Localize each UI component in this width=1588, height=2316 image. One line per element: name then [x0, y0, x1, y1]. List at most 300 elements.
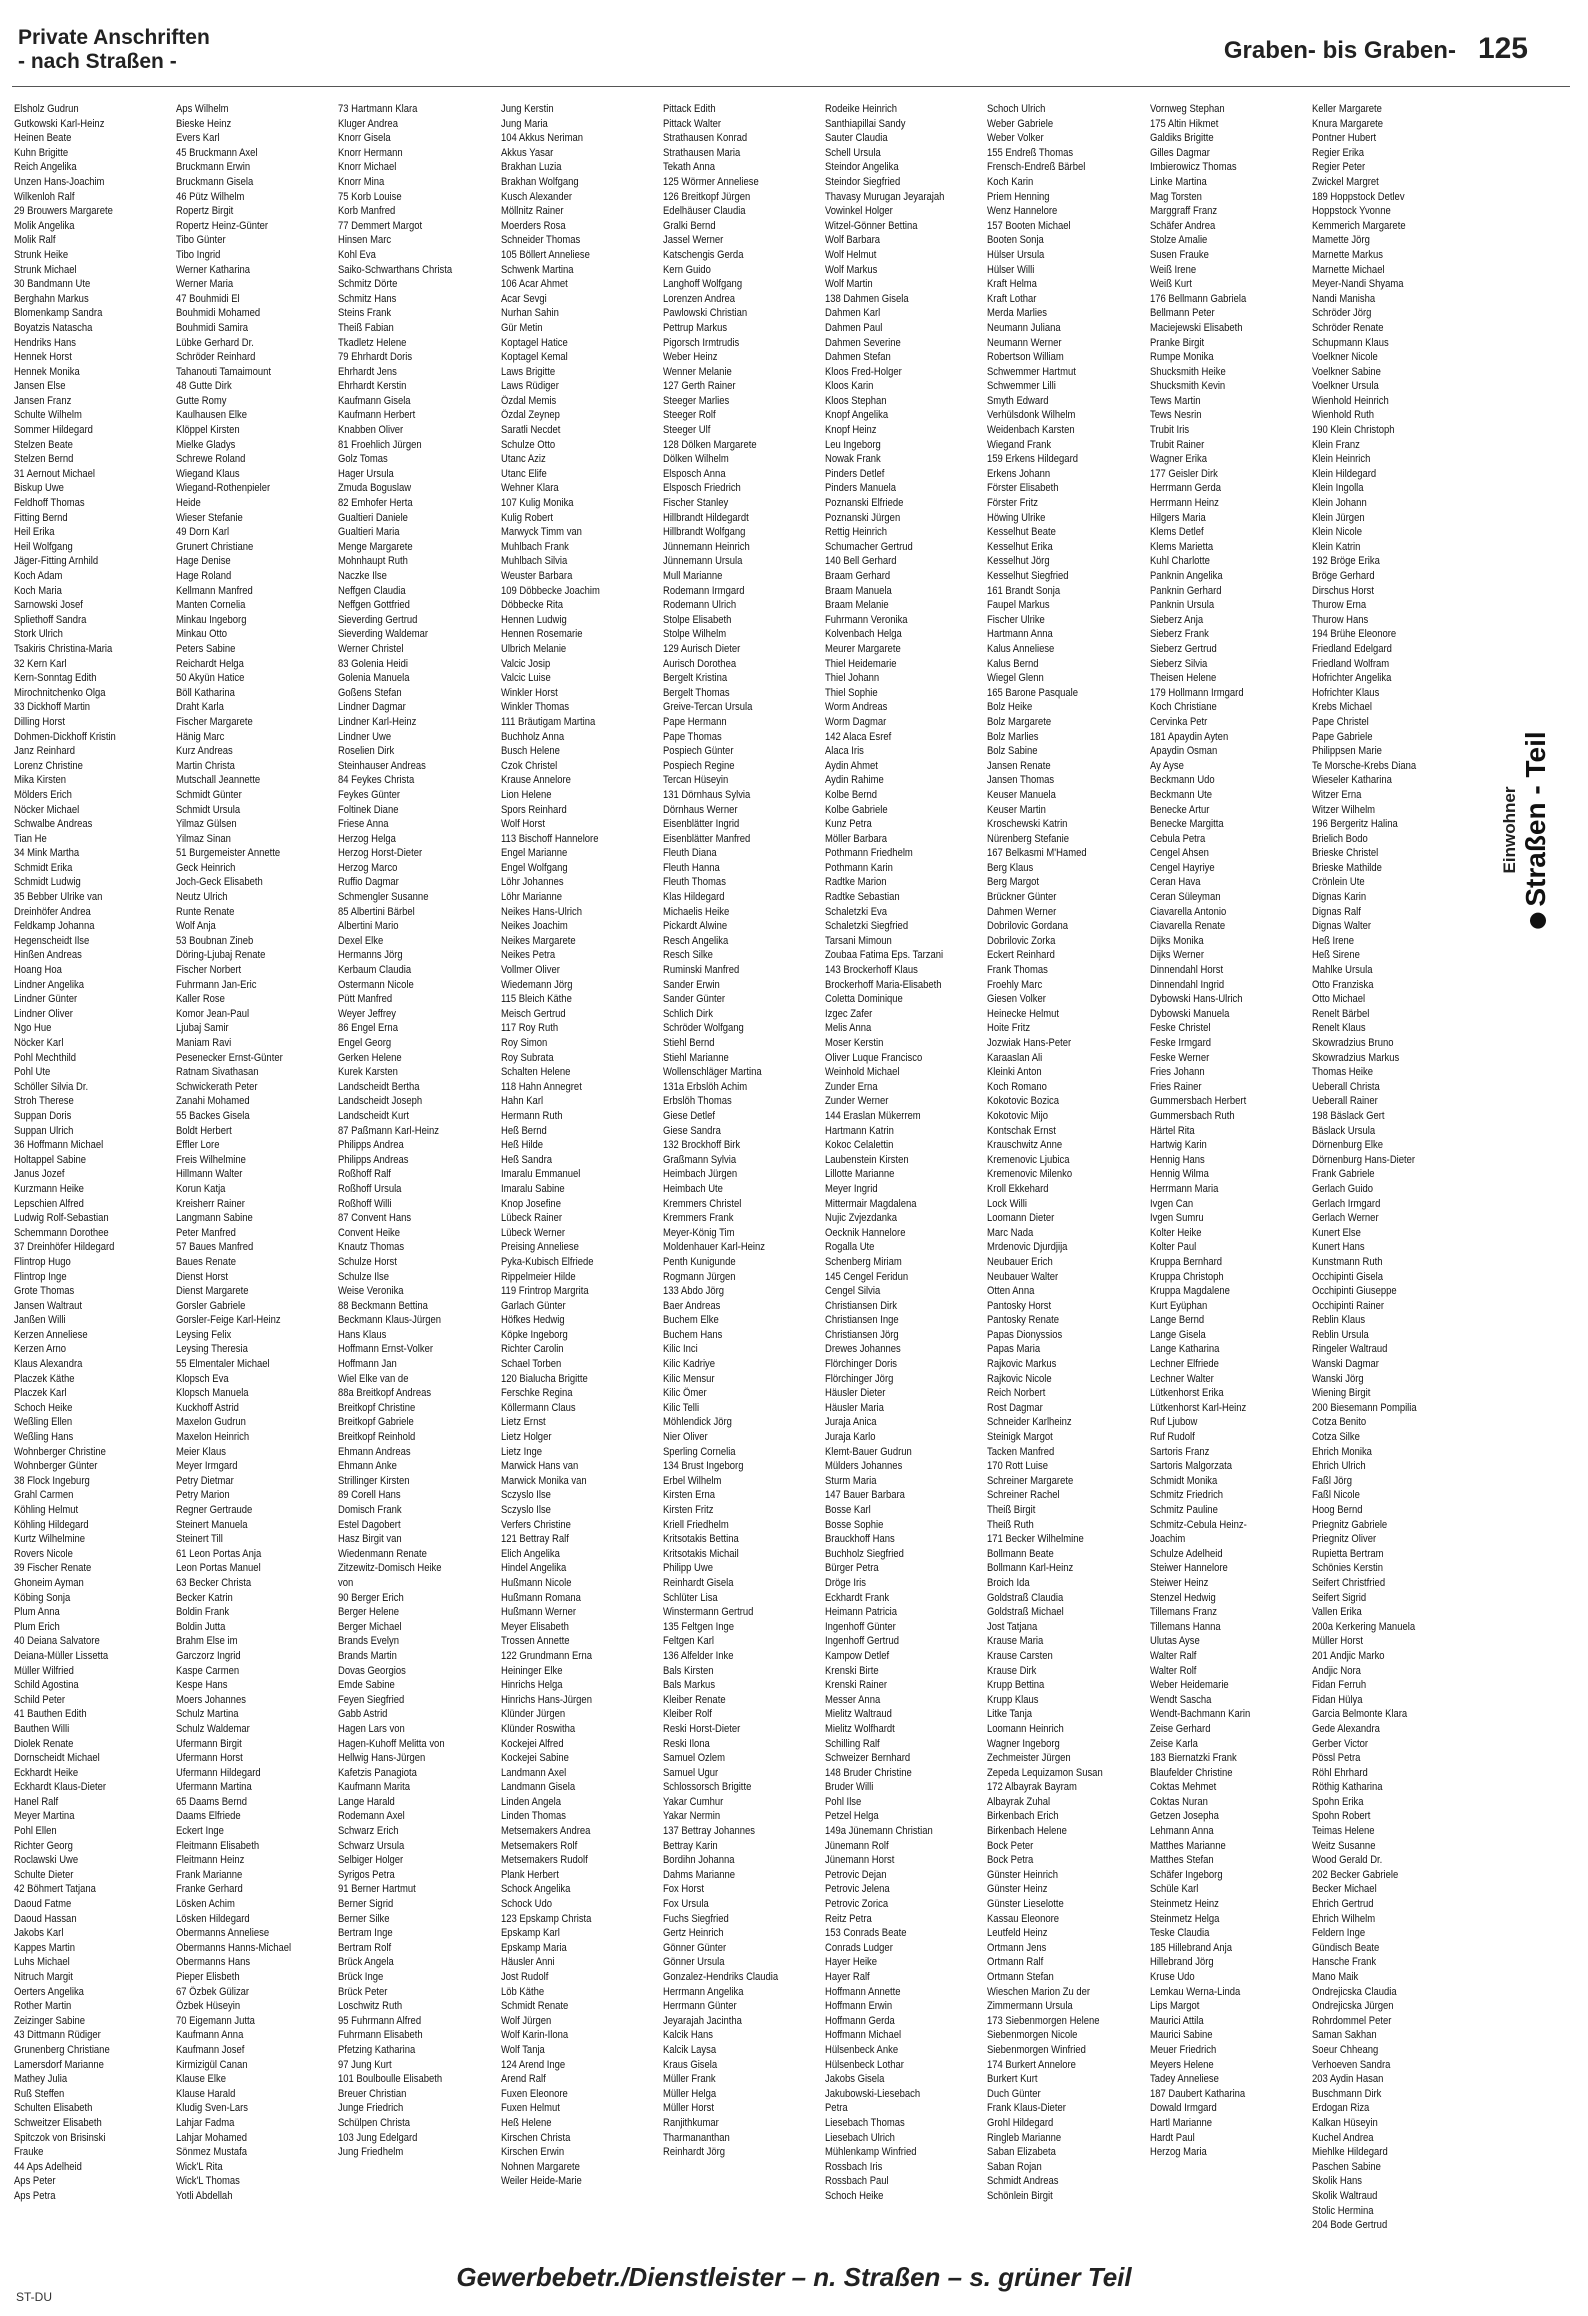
resident-entry: Naczke Ilse [338, 570, 388, 582]
resident-entry: Kuhl Charlotte [1149, 555, 1210, 568]
resident-entry: Edelhäuser Claudia [662, 205, 746, 218]
resident-entry: Schmidt Andreas [987, 2175, 1059, 2188]
resident-entry: Coktas Mehmet [1149, 1781, 1216, 1794]
resident-entry: Lübeck Rainer [500, 1212, 562, 1225]
resident-entry: Zeise Gerhard [1149, 1722, 1211, 1735]
resident-entry: Berg Margot [987, 876, 1040, 889]
resident-entry: 145 Cengel Feridun [825, 1270, 909, 1283]
resident-entry: Berner Silke [338, 1912, 390, 1925]
resident-entry: Berger Helene [338, 1606, 400, 1619]
resident-entry: Obermanns Anneliese [176, 1927, 270, 1940]
resident-entry: 122 Grundmann Erna [500, 1649, 592, 1662]
resident-entry: Weber Volker [987, 132, 1044, 145]
resident-entry: Faßl Nicole [1311, 1489, 1360, 1502]
resident-entry: Sönmez Mustafa [176, 2146, 248, 2159]
resident-entry: Mirochnitchenko Olga [14, 686, 106, 699]
resident-entry: Reich Angelika [14, 161, 77, 174]
resident-entry: Gilles Dagmar [1149, 146, 1210, 159]
resident-entry: 105 Böllert Anneliese [500, 248, 590, 261]
resident-entry: Kilic Inci [662, 1343, 698, 1356]
resident-entry: Berghahn Markus [14, 292, 89, 305]
resident-entry: Thavasy Murugan Jeyarajah [825, 190, 945, 203]
resident-entry: Grahl Carmen [14, 1489, 74, 1502]
resident-entry: Hußmann Romana [500, 1591, 581, 1604]
resident-entry: Rippelmeier Hilde [500, 1270, 576, 1283]
resident-entry: Kurtz Wilhelmine [14, 1533, 85, 1546]
resident-entry: Koch Christiane [1149, 701, 1217, 714]
resident-entry: Kaufmann Marita [338, 1781, 411, 1794]
resident-entry: Maxelon Gudrun [176, 1416, 247, 1429]
resident-entry: Hillbrandt Wolfgang [662, 526, 746, 539]
resident-entry: Hendriks Hans [14, 336, 77, 349]
resident-entry: Mamette Jörg [1311, 234, 1370, 247]
resident-entry: Döbbecke Rita [500, 599, 563, 612]
resident-entry: 42 Böhmert Tatjana [14, 1883, 96, 1896]
resident-entry: Neffgen Gottfried [338, 599, 411, 612]
resident-entry: Biskup Uwe [14, 482, 64, 495]
resident-entry: Susen Frauke [1149, 248, 1209, 261]
resident-entry: 53 Boubnan Zineb [176, 934, 254, 947]
resident-entry: Kunert Else [1311, 1226, 1361, 1239]
resident-entry: Schwemmer Hartmut [987, 365, 1077, 378]
resident-entry: Pohl Ellen [14, 1825, 57, 1838]
resident-entry: Yotli Abdellah [176, 2189, 233, 2202]
resident-entry: Aps Wilhelm [176, 103, 229, 115]
resident-entry: Hülsenbeck Lothar [825, 2058, 905, 2071]
resident-entry: Arend Ralf [500, 2073, 546, 2086]
resident-entry: Garcia Belmonte Klara [1311, 1708, 1407, 1721]
resident-entry: 35 Bebber Ulrike van [14, 891, 103, 904]
resident-entry: Nürenberg Stefanie [987, 832, 1070, 845]
resident-entry: Lorenz Christine [14, 759, 83, 772]
resident-entry: Stolic Hermina [1311, 2204, 1374, 2217]
resident-entry: Metsemakers Rudolf [500, 1854, 588, 1867]
resident-entry: 113 Bischoff Hannelore [500, 832, 599, 845]
resident-entry: Schönlein Birgit [987, 2189, 1054, 2202]
resident-entry: Drewes Johannes [825, 1343, 901, 1356]
resident-entry: Schlossorsch Brigitte [662, 1781, 752, 1794]
resident-entry: 88a Breitkopf Andreas [338, 1387, 432, 1400]
resident-entry: Herrmann Angelika [662, 1985, 744, 1998]
resident-entry: Klaus Alexandra [14, 1358, 83, 1371]
resident-entry: Utanc Aziz [500, 453, 546, 466]
resident-entry: Zechmeister Jürgen [987, 1752, 1071, 1765]
resident-entry: Spors Reinhard [500, 803, 567, 816]
resident-entry: Dahms Marianne [662, 1868, 735, 1881]
resident-entry: Sczyslo Ilse [500, 1504, 551, 1516]
resident-entry: Juraja Anica [825, 1416, 877, 1429]
resident-entry: Müller Wilfried [14, 1664, 74, 1677]
resident-entry: Bals Kirsten [662, 1664, 714, 1677]
resident-entry: Papas Dionyssios [987, 1328, 1063, 1341]
resident-entry: Knorr Mina [338, 175, 385, 188]
resident-entry: Meier Klaus [176, 1445, 227, 1458]
resident-entry: Teske Claudia [1149, 1927, 1209, 1940]
resident-entry: Gede Alexandra [1311, 1722, 1380, 1735]
resident-entry: 202 Becker Gabriele [1311, 1868, 1399, 1881]
resident-entry: Hoang Hoa [14, 964, 62, 977]
resident-entry: Kockejei Alfred [500, 1737, 564, 1750]
resident-entry: Mutschall Jeannette [176, 774, 261, 787]
resident-entry: Wollenschläger Martina [662, 1066, 762, 1079]
resident-entry: Richter Georg [14, 1839, 73, 1852]
resident-entry: Schenberg Miriam [825, 1255, 902, 1268]
resident-entry: Özbek Hüseyin [176, 2000, 241, 2013]
resident-entry: Thiel Johann [825, 672, 880, 685]
resident-entry: Lahjar Mohamed [176, 2131, 248, 2144]
resident-entry: 84 Feykes Christa [338, 774, 415, 787]
resident-entry: Samuel Ugur [662, 1766, 719, 1779]
page-header-right [1224, 32, 1528, 66]
resident-entry: Richter Carolin [500, 1343, 564, 1356]
resident-entry: Frank Klaus-Dieter [987, 2102, 1067, 2115]
resident-entry: Förster Fritz [987, 497, 1039, 510]
resident-entry: 173 Siebenmorgen Helene [987, 2014, 1100, 2027]
resident-entry: 137 Bettray Johannes [662, 1825, 755, 1838]
resident-entry: Kremenovic Ljubica [987, 1153, 1070, 1166]
resident-entry: Giese Sandra [662, 1124, 721, 1137]
resident-entry: Goßens Stefan [338, 686, 403, 699]
resident-entry: Krenski Birte [825, 1664, 879, 1677]
resident-entry: 49 Dorn Karl [176, 526, 230, 539]
resident-entry: Gür Metin [500, 321, 543, 334]
resident-entry: 148 Bruder Christine [825, 1766, 912, 1779]
resident-entry: Dirschus Horst [1311, 584, 1374, 597]
resident-entry: Nitruch Margit [14, 1971, 73, 1983]
resident-entry: Rodemann Axel [338, 1810, 406, 1823]
resident-entry: Hoffmann Jan [338, 1358, 398, 1371]
resident-entry: Dienst Horst [176, 1270, 229, 1283]
resident-entry: Krauschwitz Anne [987, 1139, 1063, 1152]
resident-entry: Feske Christel [1149, 1022, 1211, 1035]
resident-entry: Herrmann Gerda [1149, 482, 1221, 495]
resident-entry: Steeger Rolf [662, 409, 716, 422]
resident-entry: Hasz Birgit van [338, 1533, 403, 1546]
resident-entry: Hennek Monika [14, 365, 80, 378]
resident-entry: Neutz Ulrich [176, 891, 228, 904]
resident-entry: 70 Eigemann Jutta [176, 2014, 256, 2027]
resident-entry: Wendt Sascha [1149, 1693, 1211, 1706]
resident-entry: Cengel Silvia [825, 1285, 881, 1298]
resident-entry: Flintrop Hugo [14, 1255, 71, 1268]
resident-entry: Heß Sandra [500, 1153, 552, 1166]
resident-entry: Occhipinti Giuseppe [1311, 1285, 1397, 1298]
resident-entry: Zunder Erna [825, 1080, 878, 1093]
resident-entry: Kleinki Anton [987, 1066, 1043, 1079]
resident-entry: Wendt-Bachmann Karin [1149, 1708, 1250, 1721]
resident-entry: Giesen Volker [987, 993, 1047, 1006]
resident-entry: Meuer Friedrich [1149, 2043, 1216, 2056]
resident-entry: Lehmann Anna [1149, 1825, 1214, 1838]
resident-entry: Buchholz Siegfried [825, 1547, 905, 1560]
resident-entry: Strillinger Kirsten [338, 1474, 410, 1487]
resident-entry: Rohrdommel Peter [1311, 2014, 1392, 2027]
resident-entry: Dovas Georgios [338, 1664, 407, 1677]
resident-entry: Priegnitz Oliver [1311, 1533, 1376, 1546]
resident-entry: Maurici Sabine [1149, 2029, 1213, 2042]
resident-entry: Zwickel Margret [1311, 175, 1379, 188]
resident-entry: 91 Berner Hartmut [338, 1883, 417, 1896]
resident-entry: 77 Demmert Margot [338, 219, 423, 232]
resident-entry: 34 Mink Martha [14, 847, 80, 860]
resident-entry: Klein Hildegard [1311, 467, 1376, 480]
resident-entry: Nöcker Michael [14, 803, 80, 816]
resident-entry: Lock Willi [987, 1197, 1028, 1210]
resident-entry: Weinhold Michael [825, 1066, 900, 1079]
resident-entry: Wilkenloh Ralf [14, 190, 75, 203]
resident-entry: Brahm Else im [176, 1635, 238, 1648]
resident-entry: Neikes Margarete [500, 934, 576, 947]
resident-entry: Weber Heinz [662, 351, 718, 364]
resident-entry: 79 Ehrhardt Doris [338, 351, 413, 364]
resident-entry: Wick'L Rita [176, 2160, 223, 2173]
resident-entry: Kirsten Erna [662, 1489, 715, 1502]
resident-entry: Mittermair Magdalena [825, 1197, 917, 1210]
resident-entry: Rodemann Ulrich [662, 599, 736, 612]
resident-entry: Schmidt Renate [500, 2000, 568, 2013]
resident-entry: 40 Deiana Salvatore [14, 1635, 100, 1648]
resident-entry: Knorr Hermann [338, 146, 404, 159]
resident-entry: Metsemakers Rolf [500, 1839, 577, 1852]
resident-entry: Gualtieri Daniele [338, 511, 409, 524]
resident-entry: Friedland Wolfram [1311, 657, 1389, 670]
resident-entry: Lütkenhorst Erika [1149, 1387, 1224, 1400]
resident-entry: 171 Becker Wilhelmine [987, 1533, 1085, 1546]
resident-entry: Kuchel Andrea [1311, 2131, 1374, 2144]
resident-entry: Reitz Petra [825, 1912, 872, 1925]
resident-entry: 81 Froehlich Jürgen [338, 438, 423, 451]
resident-entry: Kerzen Arno [14, 1343, 67, 1356]
resident-entry: Bock Peter [987, 1839, 1034, 1852]
resident-entry: Minkau Ingeborg [176, 613, 247, 626]
resident-entry: Hage Denise [176, 555, 231, 568]
resident-entry: Schwalbe Andreas [14, 818, 93, 831]
resident-entry: Hahn Karl [500, 1095, 543, 1108]
resident-entry: Ruß Steffen [14, 2087, 65, 2100]
resident-entry: Jung Friedhelm [338, 2146, 404, 2159]
resident-entry: Blaufelder Christine [1149, 1766, 1233, 1779]
resident-entry: Ranjithkumar [662, 2116, 719, 2129]
resident-entry: Nier Oliver [662, 1431, 708, 1444]
resident-entry: Baer Andreas [662, 1299, 721, 1312]
resident-entry: Poznanski Jürgen [825, 511, 901, 524]
resident-entry: Fitting Bernd [14, 511, 68, 524]
bullet-icon [1530, 913, 1546, 929]
resident-entry: Klause Harald [176, 2087, 236, 2100]
resident-entry: Ondrejicska Claudia [1311, 1985, 1397, 1998]
resident-entry: Daoud Hassan [14, 1912, 77, 1925]
resident-entry: 104 Akkus Neriman [500, 132, 583, 145]
resident-entry: Kluger Andrea [338, 117, 399, 130]
resident-entry: Faupel Markus [987, 599, 1050, 612]
resident-entry: Robertson William [987, 351, 1065, 364]
resident-entry: 155 Endreß Thomas [987, 146, 1074, 159]
resident-entry: Tillemans Hanna [1149, 1620, 1221, 1633]
resident-entry: Schmitz Hans [338, 292, 397, 305]
resident-entry: Rumpe Monika [1149, 351, 1214, 364]
resident-entry: Marwick Monika van [500, 1474, 587, 1487]
resident-entry: Kroschewski Katrin [987, 818, 1068, 831]
resident-entry: Zunder Werner [825, 1095, 889, 1108]
resident-entry: Wiegel Glenn [987, 672, 1045, 685]
resident-entry: Juraja Karlo [825, 1431, 876, 1444]
resident-entry: Röhl Ehrhard [1311, 1766, 1368, 1779]
resident-entry: Schmidt Ursula [176, 803, 241, 816]
resident-entry: Buchem Hans [662, 1328, 723, 1341]
resident-entry: Imaralu Emmanuel [500, 1168, 581, 1181]
resident-entry: Birkenbach Helene [987, 1825, 1068, 1838]
resident-entry: Eisenblätter Manfred [662, 832, 751, 845]
resident-entry: Krenski Rainer [825, 1679, 888, 1692]
resident-entry: Dahmen Severine [825, 336, 901, 349]
resident-entry: 181 Apaydin Ayten [1149, 730, 1228, 743]
resident-entry: Seifert Sigrid [1311, 1591, 1366, 1604]
resident-entry: Dohmen-Dickhoff Kristin [14, 730, 116, 743]
resident-entry: Janz Reinhard [14, 745, 76, 758]
resident-entry: Bieske Heinz [176, 117, 232, 130]
resident-entry: 32 Kern Karl [14, 657, 67, 670]
resident-entry: Kappes Martin [14, 1941, 76, 1954]
resident-entry: Tahanouti Tamaimount [176, 365, 272, 378]
resident-entry: Fuhrmann Elisabeth [338, 2029, 424, 2042]
resident-entry: Ingenhoff Gertrud [825, 1635, 900, 1648]
resident-entry: Mrdenovic Djurdjija [987, 1241, 1068, 1254]
resident-entry: Landscheidt Joseph [338, 1095, 423, 1108]
resident-entry: Boldin Jutta [176, 1620, 226, 1633]
resident-entry: Hülser Ursula [987, 248, 1045, 261]
resident-entry: 117 Roy Ruth [500, 1022, 558, 1035]
resident-entry: Knorr Gisela [338, 132, 392, 145]
resident-entry: Bäslack Ursula [1311, 1124, 1375, 1137]
resident-entry: Pape Hermann [662, 715, 727, 728]
resident-entry: Ehrhardt Jens [338, 365, 398, 378]
resident-entry: Tillemans Franz [1149, 1606, 1217, 1619]
resident-entry: Daoud Fatme [14, 1898, 72, 1911]
resident-entry: Otto Michael [1311, 993, 1365, 1006]
resident-entry: 159 Erkens Hildegard [987, 453, 1079, 466]
resident-entry: 95 Fuhrmann Alfred [338, 2014, 422, 2027]
resident-entry: Coktas Nuran [1149, 1795, 1208, 1808]
resident-entry: Alaca Iris [825, 745, 865, 758]
resident-entry: Berger Michael [338, 1620, 403, 1633]
resident-entry: Röthig Katharina [1311, 1781, 1383, 1794]
resident-entry: Friedland Edelgard [1311, 642, 1392, 655]
resident-entry: Neikes Petra [500, 949, 555, 962]
resident-entry: Bruder Willi [825, 1781, 874, 1794]
resident-entry: Baues Renate [176, 1255, 237, 1268]
resident-entry: Ivgen Can [1149, 1197, 1193, 1210]
resident-entry: Saiko-Schwarthans Christa [338, 263, 453, 276]
resident-entry: 142 Alaca Esref [825, 730, 892, 743]
resident-entry: Steeger Ulf [662, 424, 711, 437]
resident-entry: 140 Bell Gerhard [825, 555, 897, 568]
resident-entry: Lemkau Werna-Linda [1149, 1985, 1240, 1998]
resident-entry: Neumann Juliana [987, 321, 1061, 334]
resident-entry: Klein Franz [1311, 438, 1360, 451]
resident-entry: Hartmann Anna [987, 628, 1054, 641]
resident-entry: Paschen Sabine [1311, 2160, 1381, 2173]
resident-entry: Tian He [14, 832, 47, 845]
resident-entry: Janßen Willi [14, 1314, 66, 1327]
resident-entry: Mülders Johannes [825, 1460, 903, 1473]
resident-entry: Regier Peter [1311, 161, 1365, 174]
resident-entry: 185 Hillebrand Anja [1149, 1941, 1232, 1954]
resident-entry: Siebenmorgen Nicole [987, 2029, 1078, 2042]
resident-entry: Rajkovic Markus [987, 1358, 1057, 1371]
resident-entry: Pieper Elisbeth [176, 1971, 240, 1983]
resident-entry: Kaufmann Josef [176, 2043, 245, 2056]
resident-entry: 109 Döbbecke Joachim [500, 584, 600, 597]
resident-entry: 61 Leon Portas Anja [176, 1547, 262, 1560]
resident-entry: Korun Katja [176, 1182, 226, 1195]
resident-entry: Böll Katharina [176, 686, 236, 699]
resident-entry: Lion Helene [500, 788, 552, 801]
resident-entry: Bouhmidi Mohamed [176, 307, 261, 320]
resident-entry: Hofrichter Klaus [1311, 686, 1380, 699]
resident-entry: 31 Aernout Michael [14, 467, 95, 480]
resident-entry: Kirsten Fritz [662, 1504, 714, 1516]
resident-entry: Lange Harald [338, 1795, 396, 1808]
resident-entry: Hanel Ralf [14, 1795, 59, 1808]
resident-entry: Hage Roland [176, 570, 232, 582]
resident-entry: Steiwer Heinz [1149, 1576, 1208, 1589]
resident-entry: Philipps Andrea [338, 1139, 405, 1152]
resident-entry: Heß Irene [1311, 934, 1354, 947]
resident-entry: Philippsen Marie [1311, 745, 1382, 758]
resident-entry: Fleuth Thomas [662, 876, 726, 889]
resident-entry: Hennig Hans [1149, 1153, 1205, 1166]
resident-entry: Dijks Werner [1149, 949, 1204, 962]
resident-entry: Komor Jean-Paul [176, 1007, 250, 1020]
resident-entry: Meyers Helene [1149, 2058, 1214, 2071]
resident-entry: 165 Barone Pasquale [987, 686, 1079, 699]
resident-entry: 123 Epskamp Christa [500, 1912, 592, 1925]
resident-entry: Leysing Felix [176, 1328, 232, 1341]
resident-entry: Elsholz Gudrun [14, 103, 79, 115]
resident-entry: Kohl Eva [338, 248, 377, 261]
resident-entry: Schulze Horst [338, 1255, 398, 1268]
resident-entry: Convent Heike [338, 1226, 401, 1239]
resident-entry: Bolz Heike [987, 701, 1033, 714]
resident-entry: Hoffmann Annette [825, 1985, 901, 1998]
resident-entry: Schwickerath Peter [176, 1080, 258, 1093]
resident-entry: Nöcker Karl [14, 1037, 64, 1049]
resident-entry: Sauter Claudia [825, 132, 888, 145]
resident-entry: Gönner Günter [662, 1941, 726, 1954]
resident-entry: Wohnberger Günter [14, 1460, 98, 1473]
resident-entry: Kaulhausen Elke [176, 409, 248, 422]
resident-entry: Schulte Dieter [14, 1868, 74, 1881]
resident-entry: Peters Sabine [176, 642, 236, 655]
resident-entry: Becker Katrin [176, 1591, 234, 1604]
resident-entry: Stolze Amalie [1149, 234, 1207, 247]
resident-entry: Ghoneim Ayman [14, 1576, 84, 1589]
resident-entry: Sieberz Silvia [1149, 657, 1207, 670]
resident-entry: Schreiner Rachel [987, 1489, 1060, 1502]
resident-entry: Karaaslan Ali [987, 1051, 1043, 1064]
resident-entry: Brakhan Wolfgang [500, 175, 579, 188]
resident-entry: Roßhoff Willi [338, 1197, 392, 1210]
resident-entry: Strathausen Maria [662, 146, 741, 159]
resident-entry: Feske Irmgard [1149, 1037, 1211, 1049]
resident-entry: Teimas Helene [1311, 1825, 1375, 1838]
resident-entry: Fox Ursula [662, 1898, 709, 1911]
resident-entry: Schwarz Ursula [338, 1839, 405, 1852]
resident-entry: Weber Gabriele [987, 117, 1054, 130]
resident-entry: Pinders Detlef [825, 467, 885, 480]
resident-entry: Hegenscheidt Ilse [14, 934, 90, 947]
resident-entry: Steindor Angelika [825, 161, 899, 174]
